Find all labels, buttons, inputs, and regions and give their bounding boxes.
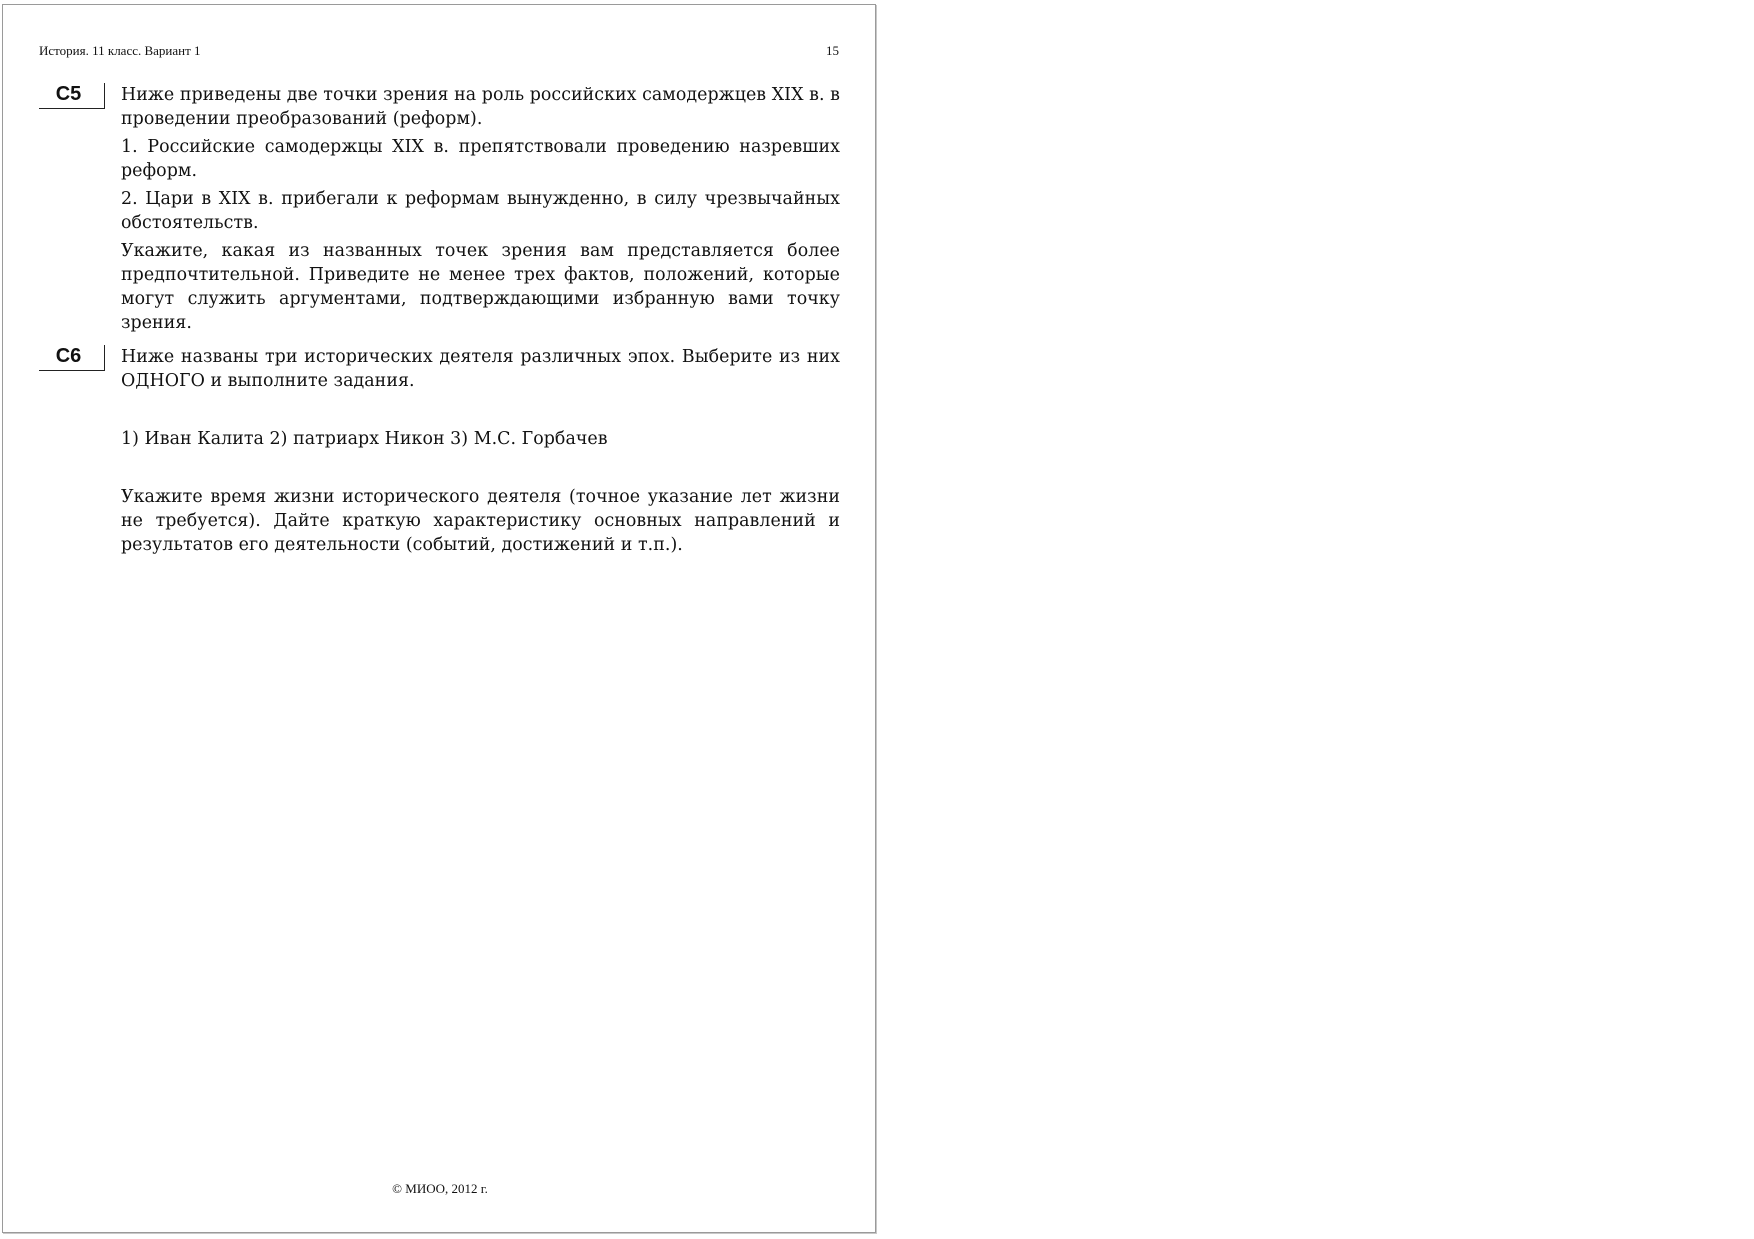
task-c5-intro: Ниже приведены две точки зрения на роль российских самодержцев XIX в. в проведении преобразований (реформ).	[121, 85, 840, 129]
task-c5-viewpoint-2: 2. Цари в XIX в. прибегали к реформам вынужденно, в силу чрезвычайных обстоятельств.	[121, 189, 840, 233]
document-page	[2, 4, 876, 1233]
copyright-footer: © МИОО, 2012 г.	[392, 1181, 488, 1196]
task-label-c6: С6	[39, 345, 105, 371]
page-number: 15	[826, 43, 839, 58]
task-label-c5: С5	[39, 83, 105, 109]
task-body-c5	[121, 83, 840, 339]
header-title: История. 11 класс. Вариант 1	[39, 43, 201, 58]
task-c6-intro: Ниже названы три исторических деятеля различных эпох. Выберите из них ОДНОГО и выполните задания.	[121, 347, 840, 391]
task-c5-viewpoint-1: 1. Российские самодержцы XIX в. препятствовали проведению назревших реформ.	[121, 137, 840, 181]
running-header	[39, 43, 839, 63]
task-c5-instruction: Укажите, какая из названных точек зрения вам представляется более предпочтительной. Приведите не менее трех фактов, положений, которые могут служить аргументами, подтверждающими избранную вами точку зрения.	[121, 241, 840, 333]
task-c6-instruction: Укажите время жизни исторического деятеля (точное указание лет жизни не требуется). Дайте краткую характеристику основных направлений и результатов его деятельности (событий, достижений и т.п.).	[121, 487, 840, 555]
task-body-c6	[121, 345, 840, 561]
task-c6-figures-list: 1) Иван Калита 2) патриарх Никон 3) М.С. Горбачев	[121, 429, 608, 449]
